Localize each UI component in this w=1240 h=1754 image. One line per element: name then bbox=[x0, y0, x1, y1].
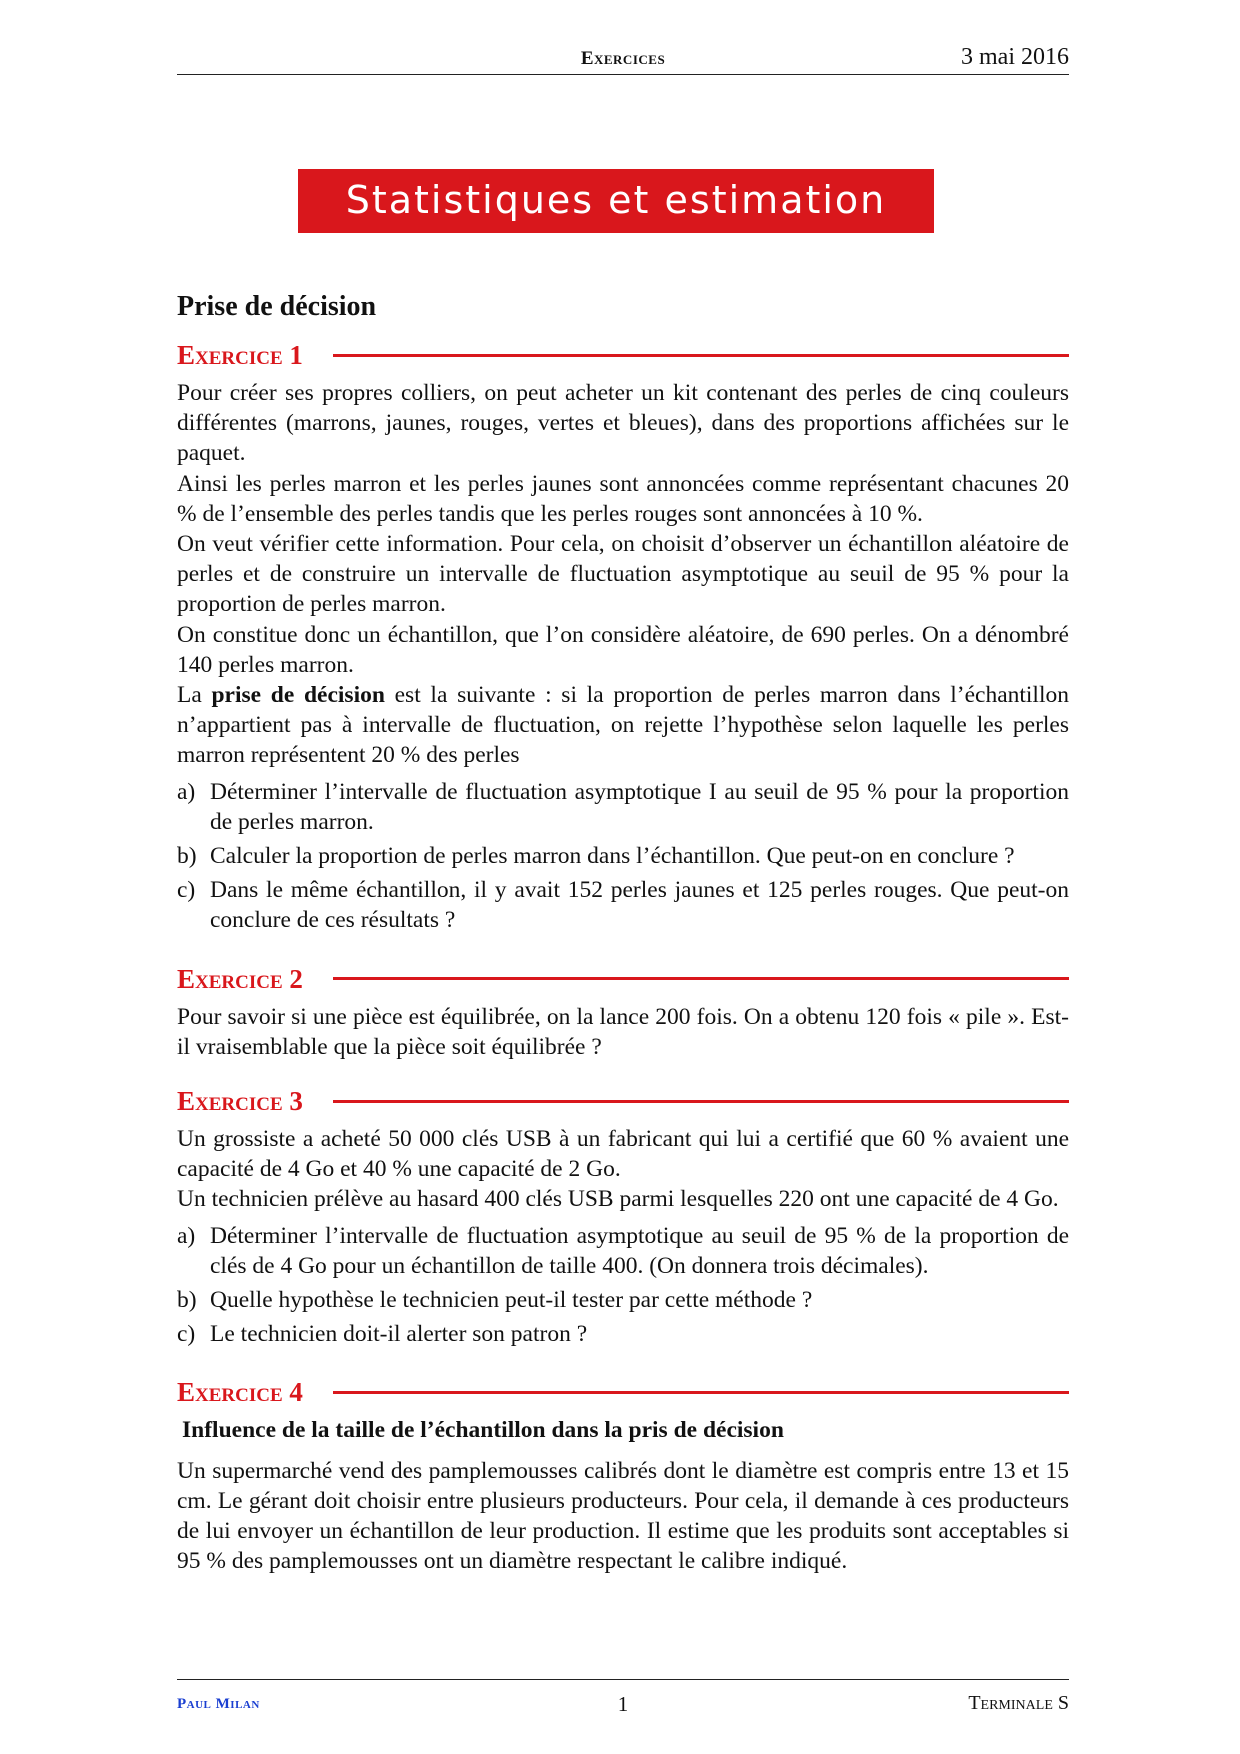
ex4-subtitle: Influence de la taille de l’échantillon dans la pris de décision bbox=[182, 1417, 784, 1444]
list-item bbox=[177, 1285, 1069, 1315]
item-text: Déterminer l’intervalle de fluctuation asymptotique I au seuil de 95 % pour la proportion de perles marron. bbox=[210, 778, 1069, 835]
item-text: Dans le même échantillon, il y avait 152 perles jaunes et 125 perles rouges. Que peut-on conclure de ces résultats ? bbox=[210, 877, 1069, 934]
item-text: Quelle hypothèse le technicien peut-il tester par cette méthode ? bbox=[210, 1287, 813, 1314]
list-item bbox=[177, 1221, 1069, 1281]
ex1-paragraph-2: Ainsi les perles marron et les perles jaunes sont annoncées comme représentant chacunes 20 % de l’ensemble des perles tandis que les perles rouges sont annoncées à 10 %. bbox=[177, 470, 1069, 527]
heading-rule bbox=[333, 1100, 1069, 1103]
item-label: b) bbox=[177, 1287, 197, 1314]
list-item bbox=[177, 1319, 1069, 1349]
ex3-paragraph-1: Un grossiste a acheté 50 000 clés USB à un fabricant qui lui a certifié que 60 % avaient une capacité de 4 Go et 40 % une capacité de 2 Go. bbox=[177, 1126, 1069, 1183]
list-item bbox=[177, 841, 1069, 871]
item-label: a) bbox=[177, 1222, 196, 1249]
item-text: Déterminer l’intervalle de fluctuation asymptotique au seuil de 95 % de la proportion de clés de 4 Go pour un échantillon de taille 400. (On donnera trois décimales). bbox=[210, 1222, 1069, 1279]
ex1-question-list bbox=[177, 777, 1069, 936]
heading-rule bbox=[333, 1391, 1069, 1394]
exercise-3-title: Exercice 3 bbox=[177, 1085, 303, 1116]
ex3-paragraph-2: Un technicien prélève au hasard 400 clés USB parmi lesquelles 220 ont une capacité de 4 Go. bbox=[177, 1186, 1059, 1213]
ex1-p5-end: est la suivante : si la proportion de perles marron dans l’échantillon n’appartient pas à intervalle de fluctuation, on rejette l’hypothèse selon laquelle les perles marron représentent 20 % des perles bbox=[177, 682, 1069, 769]
chapter-banner: Statistiques et estimation bbox=[298, 169, 934, 233]
spacer bbox=[177, 940, 1069, 962]
exercise-2-title: Exercice 2 bbox=[177, 963, 303, 994]
item-label: a) bbox=[177, 778, 196, 805]
ex1-paragraph-3: On veut vérifier cette information. Pour cela, on choisit d’observer un échantillon aléatoire de perles et de construire un intervalle de fluctuation asymptotique au seuil de 95 % pour la proportion de perles marron. bbox=[177, 531, 1069, 618]
exercise-4-heading bbox=[177, 1375, 1069, 1409]
ex3-question-list bbox=[177, 1221, 1069, 1350]
heading-rule bbox=[333, 977, 1069, 980]
list-item bbox=[177, 777, 1069, 837]
page-header bbox=[177, 40, 1069, 75]
exercise-1-title: Exercice 1 bbox=[177, 339, 303, 370]
exercise-3-heading bbox=[177, 1084, 1069, 1118]
main-content bbox=[177, 290, 1069, 1577]
spacer bbox=[177, 1062, 1069, 1084]
ex2-paragraph-1: Pour savoir si une pièce est équilibrée, on la lance 200 fois. On a obtenu 120 fois « pile ». Est-il vraisemblable que la pièce soit équilibrée ? bbox=[177, 1003, 1069, 1060]
item-label: c) bbox=[177, 1321, 196, 1348]
footer-page-number: 1 bbox=[617, 1692, 629, 1716]
header-title: Exercices bbox=[580, 48, 666, 69]
item-label: c) bbox=[177, 877, 196, 904]
spacer bbox=[177, 1353, 1069, 1375]
ex1-p5-bold: prise de décision bbox=[211, 682, 385, 709]
ex1-p5-start: La bbox=[177, 682, 212, 709]
ex4-paragraph-1: Un supermarché vend des pamplemousses calibrés dont le diamètre est compris entre 13 et 15 cm. Le gérant doit choisir entre plusieurs producteurs. Pour cela, il demande à ces producteurs de lui envoyer un échantillon de leur production. Il estime que les produits sont acceptables si 95 % des pamplemousses ont un diamètre respectant le calibre indiqué. bbox=[177, 1457, 1069, 1575]
item-text: Calculer la proportion de perles marron dans l’échantillon. Que peut-on en conclure ? bbox=[210, 843, 1015, 870]
footer-author: Paul Milan bbox=[177, 1696, 260, 1712]
list-item bbox=[177, 875, 1069, 935]
exercise-2-heading bbox=[177, 962, 1069, 996]
ex1-paragraph-4: On constitue donc un échantillon, que l’on considère aléatoire, de 690 perles. On a dénombré 140 perles marron. bbox=[177, 621, 1069, 678]
ex1-paragraph-5 bbox=[177, 680, 1069, 771]
ex1-paragraph-1: Pour créer ses propres colliers, on peut acheter un kit contenant des perles de cinq couleurs différentes (marrons, jaunes, rouges, vertes et bleues), dans des proportions affichées sur le paquet. bbox=[177, 380, 1069, 467]
header-date: 3 mai 2016 bbox=[961, 44, 1069, 70]
item-text: Le technicien doit-il alerter son patron ? bbox=[210, 1321, 588, 1348]
footer-level: Terminale S bbox=[968, 1692, 1069, 1714]
page-footer bbox=[177, 1679, 1069, 1720]
heading-rule bbox=[333, 354, 1069, 357]
section-title: Prise de décision bbox=[177, 291, 377, 322]
exercise-1-heading bbox=[177, 338, 1069, 372]
exercise-4-title: Exercice 4 bbox=[177, 1377, 303, 1408]
item-label: b) bbox=[177, 843, 197, 870]
